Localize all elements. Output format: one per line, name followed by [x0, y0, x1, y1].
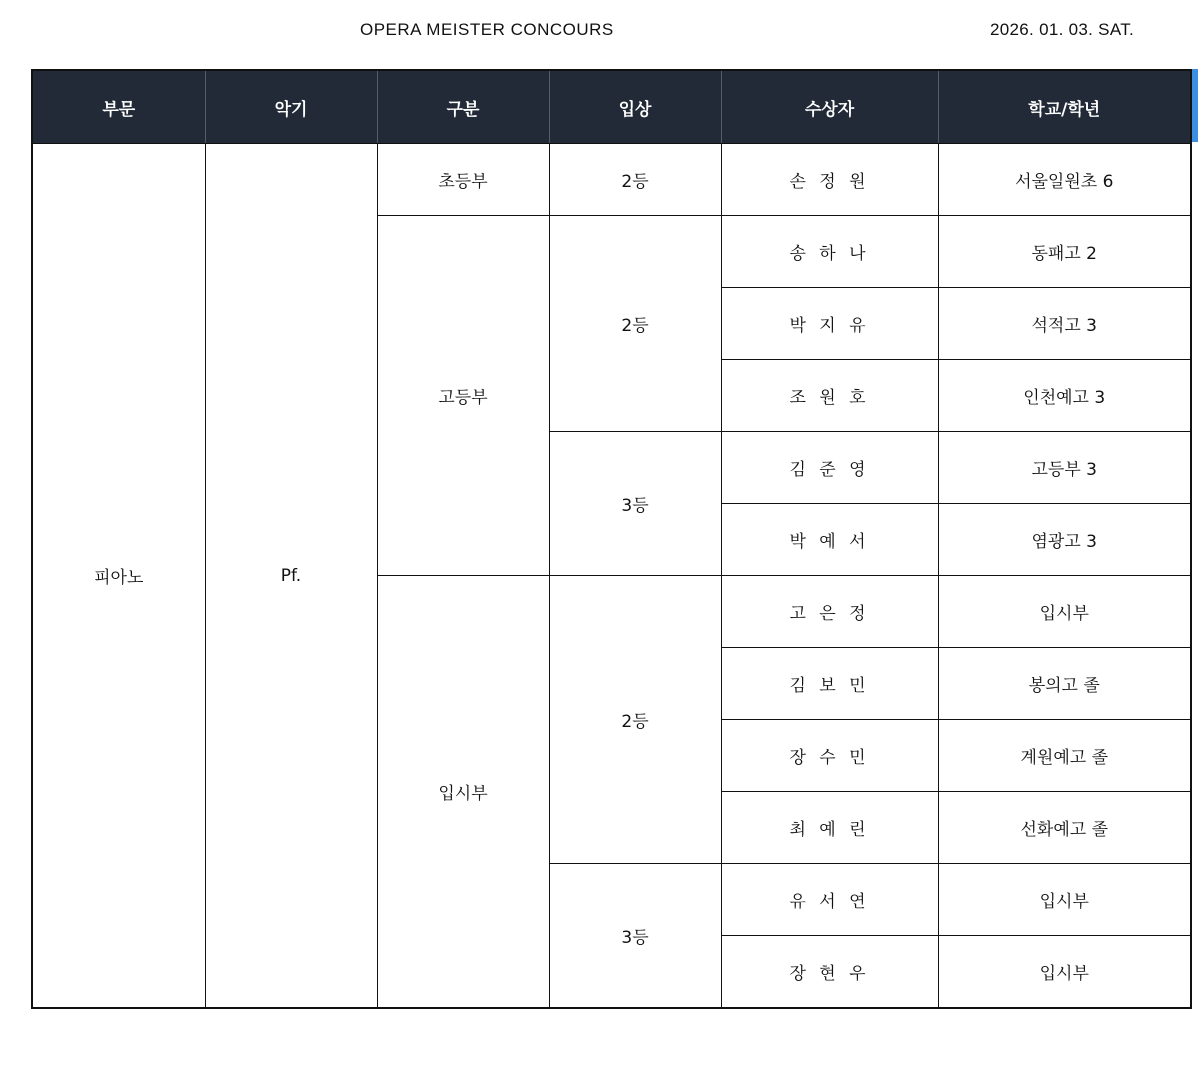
winner-name: 김 준 영: [721, 432, 938, 504]
group-cell: 입시부: [377, 576, 549, 1009]
winner-school: 선화예고 졸: [938, 792, 1191, 864]
concours-title: OPERA MEISTER CONCOURS: [360, 20, 614, 39]
winner-school: 서울일원초 6: [938, 144, 1191, 216]
rank-cell: 2등: [549, 576, 721, 864]
column-header-school: 학교/학년: [938, 70, 1191, 144]
division-cell: 피아노: [32, 144, 205, 1009]
accent-bar: [1192, 69, 1198, 142]
winner-school: 입시부: [938, 936, 1191, 1009]
table-header-row: [32, 70, 1191, 144]
event-date: 2026. 01. 03. SAT.: [990, 20, 1135, 39]
document-header: [0, 20, 1200, 46]
column-header-winner: 수상자: [721, 70, 938, 144]
winner-name: 최 예 린: [721, 792, 938, 864]
winner-school: 입시부: [938, 576, 1191, 648]
group-cell: 고등부: [377, 216, 549, 576]
instrument-cell: Pf.: [205, 144, 377, 1009]
winner-school: 동패고 2: [938, 216, 1191, 288]
column-header-division: 부문: [32, 70, 205, 144]
winner-name: 박 예 서: [721, 504, 938, 576]
winner-school: 고등부 3: [938, 432, 1191, 504]
winner-school: 봉의고 졸: [938, 648, 1191, 720]
column-header-group: 구분: [377, 70, 549, 144]
winner-school: 인천예고 3: [938, 360, 1191, 432]
table-row: [32, 144, 1191, 216]
winner-name: 박 지 유: [721, 288, 938, 360]
winner-school: 석적고 3: [938, 288, 1191, 360]
winner-name: 유 서 연: [721, 864, 938, 936]
winner-school: 입시부: [938, 864, 1191, 936]
winner-school: 염광고 3: [938, 504, 1191, 576]
rank-cell: 2등: [549, 216, 721, 432]
winner-school: 계원예고 졸: [938, 720, 1191, 792]
winner-name: 송 하 나: [721, 216, 938, 288]
winner-name: 장 수 민: [721, 720, 938, 792]
awards-table-container: [31, 69, 1190, 1010]
column-header-instrument: 악기: [205, 70, 377, 144]
winner-name: 김 보 민: [721, 648, 938, 720]
winner-name: 조 원 호: [721, 360, 938, 432]
winner-name: 고 은 정: [721, 576, 938, 648]
rank-cell: 2등: [549, 144, 721, 216]
column-header-rank: 입상: [549, 70, 721, 144]
rank-cell: 3등: [549, 864, 721, 1009]
awards-table: [31, 69, 1192, 1009]
winner-name: 장 현 우: [721, 936, 938, 1009]
group-cell: 초등부: [377, 144, 549, 216]
rank-cell: 3등: [549, 432, 721, 576]
winner-name: 손 정 원: [721, 144, 938, 216]
